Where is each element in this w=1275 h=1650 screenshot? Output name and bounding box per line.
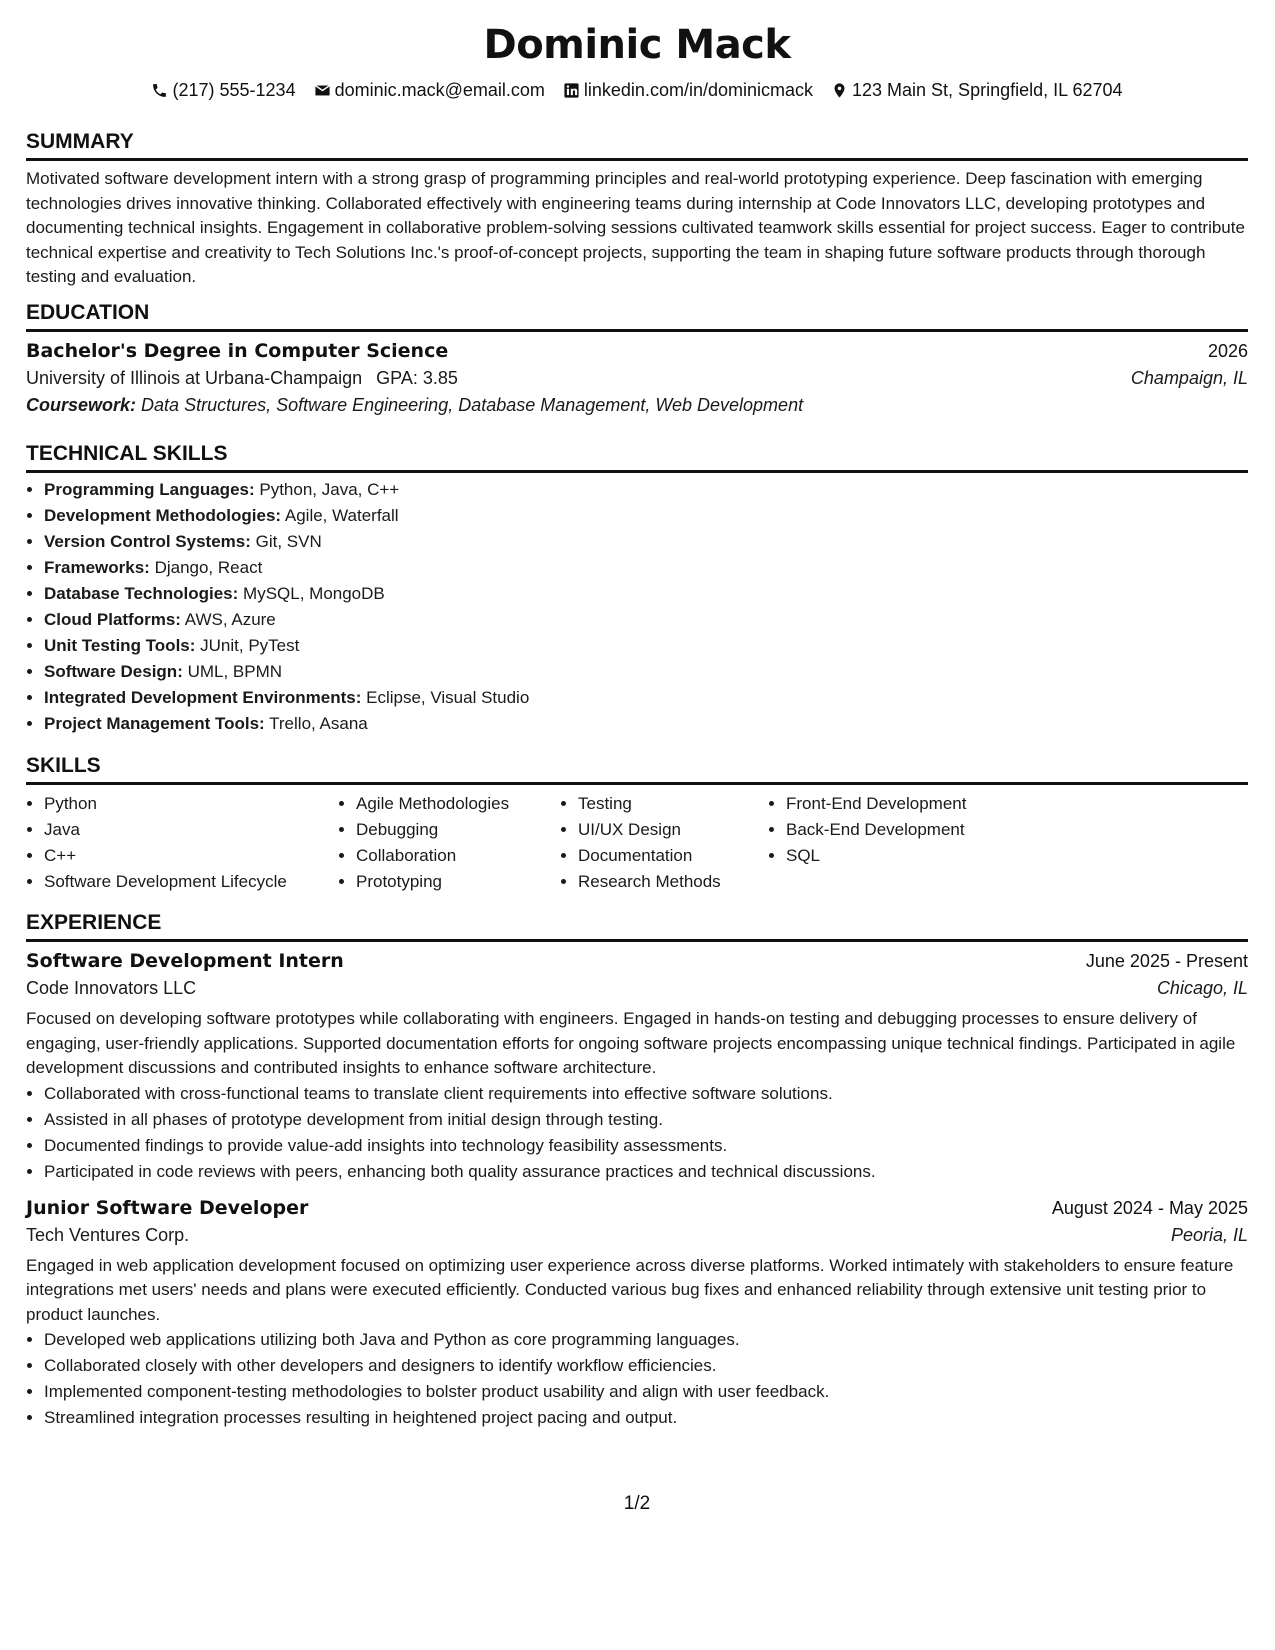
job-summary: Engaged in web application development focused on optimizing user experience across diverse platforms. Worked intimately with stakeholders to ensure feature integrations met users' needs and plans were executed efficiently. Conducted various bug fixes and enhanced reliability through extensive unit testing prior to product launches. — [26, 1255, 1234, 1324]
tech-skill-label: Cloud Platforms: — [44, 610, 181, 629]
job-dates: August 2024 - May 2025 — [1051, 1197, 1248, 1218]
job-bullet: • Collaborated closely with other developers and designers to identify workflow efficiencies. — [44, 1353, 1248, 1379]
technical-skills-list — [26, 477, 1248, 737]
envelope-icon — [314, 82, 331, 99]
tech-skill-label: Integrated Development Environments: — [44, 688, 362, 707]
skills-column-2 — [338, 791, 560, 895]
skill-item: • Java — [44, 817, 338, 843]
skill-item: • Back-End Development — [786, 817, 1046, 843]
phone-icon — [151, 82, 168, 99]
skill-item: • Research Methods — [578, 869, 768, 895]
skills-column-1 — [26, 791, 338, 895]
tech-skill-label: Software Design: — [44, 662, 183, 681]
address-text: 123 Main St, Springfield, IL 62704 — [852, 80, 1123, 100]
skill-item: • Python — [44, 791, 338, 817]
job-bullet: • Assisted in all phases of prototype development from initial design through testing. — [44, 1107, 1248, 1133]
coursework-label: Coursework: — [26, 395, 137, 415]
job-bullet: • Collaborated with cross-functional teams to translate client requirements into effective software solutions. — [44, 1081, 1248, 1107]
summary-heading: SUMMARY — [26, 130, 1248, 161]
skills-grid — [26, 791, 1248, 895]
tech-skill-value: Trello, Asana — [269, 714, 368, 733]
coursework-line — [26, 395, 1248, 416]
skill-item: • Agile Methodologies — [356, 791, 560, 817]
linkedin-icon — [563, 82, 580, 99]
page-number: 1/2 — [623, 1493, 651, 1514]
job-bullets — [26, 1327, 1248, 1431]
tech-skill-label: Programming Languages: — [44, 480, 255, 499]
skill-item: • Testing — [578, 791, 768, 817]
skill-item: • Prototyping — [356, 869, 560, 895]
experience-section — [26, 911, 1248, 1431]
job-location: Peoria, IL — [1170, 1224, 1248, 1245]
candidate-name: Dominic Mack — [483, 22, 791, 68]
job-title-row — [26, 1197, 1248, 1219]
job-role: Junior Software Developer — [26, 1196, 309, 1219]
contact-linkedin[interactable] — [563, 80, 813, 101]
skill-item: • Collaboration — [356, 843, 560, 869]
tech-skill-value: Git, SVN — [255, 532, 322, 551]
job-company-row — [26, 978, 1248, 999]
experience-heading: EXPERIENCE — [26, 911, 1248, 942]
tech-skill-value: Python, Java, C++ — [259, 480, 400, 499]
skills-column-3 — [560, 791, 768, 895]
skills-column-4 — [768, 791, 1046, 895]
tech-skill-label: Project Management Tools: — [44, 714, 265, 733]
tech-skill-label: Unit Testing Tools: — [44, 636, 196, 655]
tech-skill-value: JUnit, PyTest — [200, 636, 300, 655]
school-name: University of Illinois at Urbana-Champaign — [26, 368, 363, 388]
skill-item: • UI/UX Design — [578, 817, 768, 843]
contact-address — [831, 80, 1123, 101]
job-bullet: • Documented findings to provide value-add insights into technology feasibility assessments. — [44, 1133, 1248, 1159]
tech-skill-label: Database Technologies: — [44, 584, 239, 603]
job-summary: Focused on developing software prototypes while collaborating with engineers. Engaged in hands-on testing and debugging processes to ensure delivery of engaging, user-friendly applications. Supported documentation efforts for ongoing software projects encompassing unique technical findings. Participated in agile development discussions and contributed insights to enhance software architecture. — [26, 1009, 1236, 1077]
contact-phone — [151, 80, 295, 101]
tech-skill-value: Agile, Waterfall — [284, 506, 399, 525]
tech-skill-value: AWS, Azure — [184, 610, 276, 629]
job-bullet: • Implemented component-testing methodologies to bolster product usability and align with user feedback. — [44, 1379, 1248, 1405]
technical-skills-heading: TECHNICAL SKILLS — [26, 442, 1248, 473]
skill-item: • SQL — [786, 843, 1046, 869]
skill-item: • Documentation — [578, 843, 768, 869]
skill-item: • Front-End Development — [786, 791, 1046, 817]
job-dates: June 2025 - Present — [1085, 951, 1248, 971]
tech-skill-value: Eclipse, Visual Studio — [366, 688, 530, 707]
gpa: GPA: 3.85 — [376, 368, 458, 388]
tech-skill-label: Development Methodologies: — [44, 506, 282, 525]
education-school-row — [26, 368, 1248, 389]
summary-text: Motivated software development intern with a strong grasp of programming principles and real-world prototyping experience. Deep fascination with emerging technologies drives innovative thinking. Collaborated effectively with engineering teams during internship at Code Innovators LLC, developing prototypes and documenting technical insights. Engagement in collaborative problem-solving sessions cultivated teamwork skills essential for project success. Eager to contribute technical expertise and creativity to Tech Solutions Inc.'s proof-of-concept projects, supporting the team in shaping future software products through thorough testing and evaluation. — [26, 169, 1245, 286]
summary-section — [26, 130, 1248, 290]
job-company-row — [26, 1225, 1248, 1246]
graduation-year: 2026 — [1207, 341, 1248, 361]
tech-skill-item — [44, 659, 1248, 685]
skill-item: • C++ — [44, 843, 338, 869]
contact-bar — [26, 80, 1248, 101]
job-bullet: • Developed web applications utilizing both Java and Python as core programming languages. — [44, 1327, 1248, 1353]
job-location: Chicago, IL — [1156, 978, 1248, 998]
tech-skill-label: Version Control Systems: — [44, 532, 251, 551]
job-entry — [26, 1197, 1248, 1432]
tech-skill-item — [44, 529, 1248, 555]
contact-email[interactable] — [314, 80, 545, 101]
education-heading: EDUCATION — [26, 301, 1248, 332]
job-role: Software Development Intern — [26, 950, 344, 972]
tech-skill-label: Frameworks: — [44, 558, 150, 577]
tech-skill-item — [44, 607, 1248, 633]
job-bullet: • Streamlined integration processes resulting in heightened project pacing and output. — [44, 1405, 1248, 1431]
education-title-row — [26, 340, 1248, 362]
tech-skill-item — [44, 477, 1248, 503]
coursework-list: Data Structures, Software Engineering, Database Management, Web Development — [141, 395, 804, 415]
tech-skill-value: Django, React — [154, 558, 263, 577]
job-company: Tech Ventures Corp. — [26, 1224, 190, 1245]
resume-page — [26, 0, 1248, 1650]
job-bullets — [26, 1081, 1248, 1185]
tech-skill-item — [44, 685, 1248, 711]
skills-heading: SKILLS — [26, 754, 1248, 785]
tech-skill-item — [44, 581, 1248, 607]
school-location: Champaign, IL — [1130, 368, 1248, 388]
job-entry — [26, 950, 1248, 1185]
tech-skill-item — [44, 503, 1248, 529]
phone-text: (217) 555-1234 — [172, 80, 296, 100]
skill-item: • Debugging — [356, 817, 560, 843]
education-section — [26, 301, 1248, 416]
email-text[interactable]: dominic.mack@email.com — [334, 80, 545, 100]
degree: Bachelor's Degree in Computer Science — [26, 340, 449, 362]
tech-skill-item — [44, 555, 1248, 581]
technical-skills-section — [26, 442, 1248, 737]
job-company: Code Innovators LLC — [26, 978, 197, 998]
tech-skill-value: UML, BPMN — [187, 662, 283, 681]
tech-skill-value: MySQL, MongoDB — [243, 584, 385, 603]
skills-section — [26, 754, 1248, 895]
skill-item: • Software Development Lifecycle — [44, 869, 338, 895]
school-line — [26, 368, 458, 389]
job-bullet: • Participated in code reviews with peers, enhancing both quality assurance practices and technical discussions. — [44, 1159, 1248, 1185]
linkedin-text[interactable]: linkedin.com/in/dominicmack — [583, 80, 813, 100]
map-pin-icon — [831, 82, 848, 99]
tech-skill-item — [44, 633, 1248, 659]
tech-skill-item — [44, 711, 1248, 737]
job-title-row — [26, 950, 1248, 972]
